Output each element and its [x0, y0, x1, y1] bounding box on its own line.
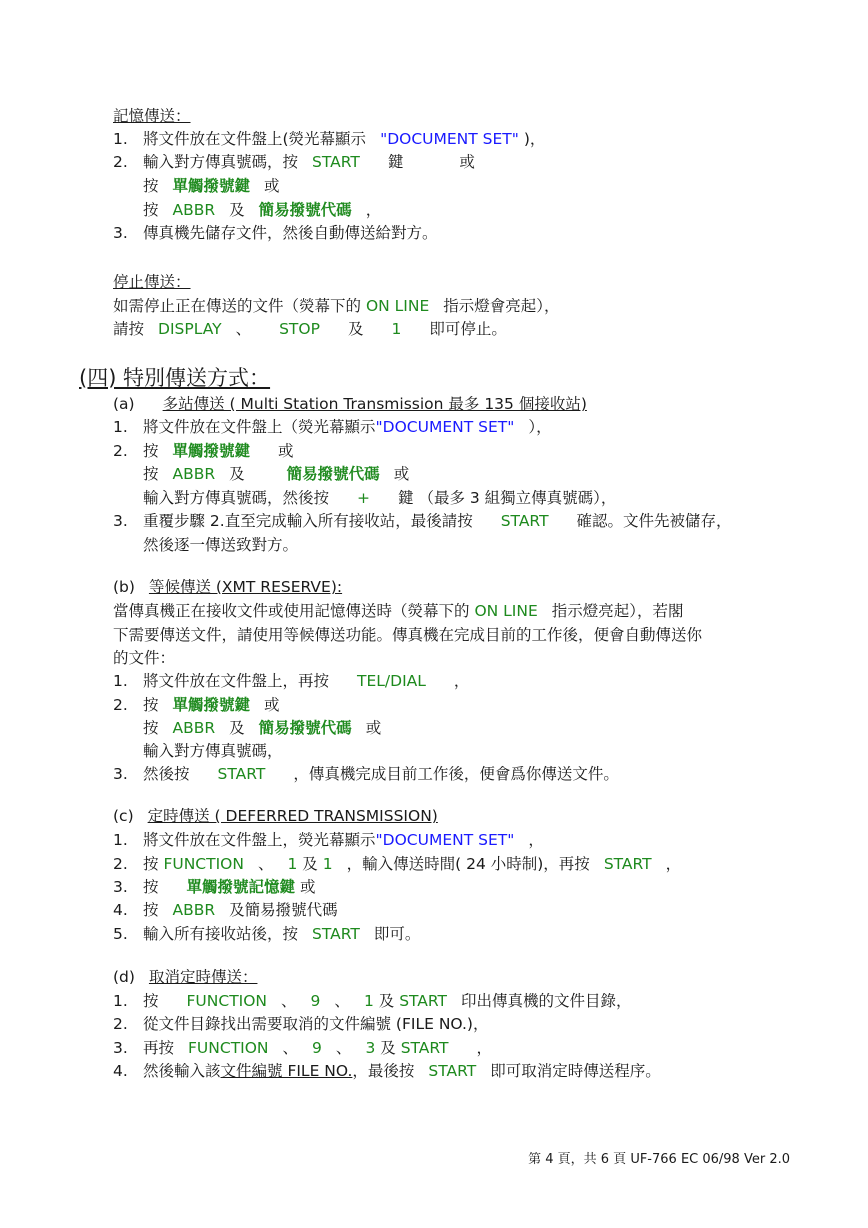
- section-d-title: (d) 取消定時傳送：: [113, 968, 258, 986]
- memory-item-2b: 按 單觸撥號鍵 或: [143, 177, 280, 195]
- b-para-3: 的文件：: [113, 649, 176, 667]
- memory-item-2c: 按 ABBR 及 簡易撥號代碼 ，: [143, 201, 382, 219]
- d-item-1: 1. 按 FUNCTION 、 9 、 1 及 START 印出傳真機的文件目錄，: [113, 992, 632, 1010]
- a-item-2b: 按 ABBR 及 簡易撥號代碼 或: [143, 465, 410, 483]
- c-item-4: 4. 按 ABBR 及簡易撥號代碼: [113, 901, 338, 919]
- a-item-2c: 輸入對方傳真號碼，然後按 + 鍵 （最多 3 組獨立傳真號碼），: [143, 489, 617, 507]
- page-footer: 第 4 頁，共 6 頁 UF-766 EC 06/98 Ver 2.0: [528, 1152, 790, 1167]
- c-item-1: 1. 將文件放在文件盤上，熒光幕顯示"DOCUMENT SET" ，: [113, 831, 544, 849]
- c-item-2: 2. 按 FUNCTION 、 1 及 1 ，輸入傳送時間( 24 小時制)，再按 START ，: [113, 855, 682, 873]
- a-item-1: 1. 將文件放在文件盤上（熒光幕顯示"DOCUMENT SET" ），: [113, 418, 552, 436]
- memory-title: 記憶傳送：: [113, 107, 191, 125]
- section-a-title: (a) 多站傳送 ( Multi Station Transmission 最多 135 個接收站): [113, 395, 587, 413]
- stop-line-1: 如需停止正在傳送的文件（熒幕下的 ON LINE 指示燈會亮起），: [113, 297, 560, 315]
- memory-item-1: 1. 將文件放在文件盤上(熒光幕顯示 "DOCUMENT SET" )，: [113, 130, 546, 148]
- stop-line-2: 請按 DISPLAY 、 STOP 及 1 即可停止。: [113, 320, 507, 338]
- memory-item-3: 3. 傳真機先儲存文件，然後自動傳送給對方。: [113, 224, 438, 242]
- d-item-4: 4. 然後輸入該文件編號 FILE NO.，最後按 START 即可取消定時傳送程序。: [113, 1062, 661, 1080]
- b-item-2: 2. 按 單觸撥號鍵 或: [113, 696, 280, 714]
- b-item-2b: 按 ABBR 及 簡易撥號代碼 或: [143, 719, 382, 737]
- b-item-1: 1. 將文件放在文件盤上，再按 TEL/DIAL ，: [113, 672, 470, 690]
- stop-title: 停止傳送：: [113, 273, 191, 291]
- d-item-3: 3. 再按 FUNCTION 、 9 、 3 及 START ，: [113, 1039, 493, 1057]
- c-item-5: 5. 輸入所有接收站後，按 START 即可。: [113, 925, 421, 943]
- b-para-2: 下需要傳送文件，請使用等候傳送功能。傳真機在完成目前的工作後，便會自動傳送你: [113, 626, 703, 644]
- a-item-3: 3. 重覆步驟 2.直至完成輸入所有接收站，最後請按 START 確認。文件先被儲存，: [113, 512, 732, 530]
- memory-item-2: 2. 輸入對方傳真號碼，按 START 鍵 或: [113, 153, 475, 171]
- a-item-2: 2. 按 單觸撥號鍵 或: [113, 442, 294, 460]
- b-para-1: 當傳真機正在接收文件或使用記憶傳送時（熒幕下的 ON LINE 指示燈亮起），若閣: [113, 602, 684, 620]
- section-b-title: (b) 等候傳送 (XMT RESERVE):: [113, 578, 343, 596]
- section-c-title: (c) 定時傳送 ( DEFERRED TRANSMISSION): [113, 807, 438, 825]
- d-item-2: 2. 從文件目錄找出需要取消的文件編號 (FILE NO.)，: [113, 1015, 489, 1033]
- b-item-3: 3. 然後按 START ，傳真機完成目前工作後，便會爲你傳送文件。: [113, 765, 619, 783]
- a-item-3b: 然後逐一傳送致對方。: [143, 536, 299, 554]
- section-4-title: (四) 特別傳送方式：: [79, 366, 271, 390]
- c-item-3: 3. 按 單觸撥號記憶鍵 或: [113, 878, 316, 896]
- b-item-2c: 輸入對方傳真號碼，: [143, 742, 283, 760]
